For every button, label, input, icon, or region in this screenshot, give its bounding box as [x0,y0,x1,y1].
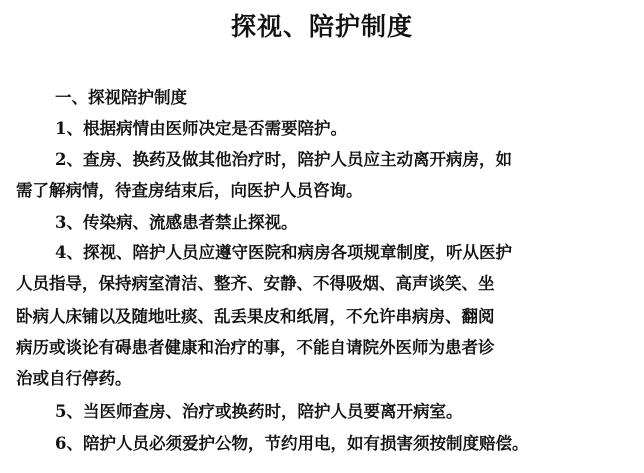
rule-5-text: 5、当医师查房、治疗或换药时，陪护人员要离开病室。 [55,402,463,421]
rule-4-text: 4、探视、陪护人员应遵守医院和病房各项规章制度，听从医护 [55,243,512,262]
rule-4-text-cont-1: 人员指导，保持病室清洁、整齐、安静、不得吸烟、高声谈笑、坐 [16,274,495,293]
rule-4-text-cont-4: 治或自行停药。 [16,369,132,388]
rule-4-text-cont-2: 卧病人床铺以及随地吐痰、乱丢果皮和纸屑，不允许串病房、翻阅 [16,307,495,326]
rule-4-text-cont-3: 病历或谈论有碍患者健康和治疗的事，不能自请院外医师为患者诊 [16,338,495,357]
section-heading: 一、探视陪护制度 [55,88,187,107]
rule-2-text-cont: 需了解病情，待查房结束后，向医护人员咨询。 [16,181,363,200]
rule-3-text: 3、传染病、流感患者禁止探视。 [55,213,298,232]
rule-2-text: 2、查房、换药及做其他治疗时，陪护人员应主动离开病房，如 [55,150,512,169]
rule-1-text: 1、根据病情由医师决定是否需要陪护。 [55,119,347,138]
document-title: 探视、陪护制度 [230,12,413,41]
rule-6-text: 6、陪护人员必须爱护公物，节约用电，如有损害须按制度赔偿。 [55,434,529,453]
